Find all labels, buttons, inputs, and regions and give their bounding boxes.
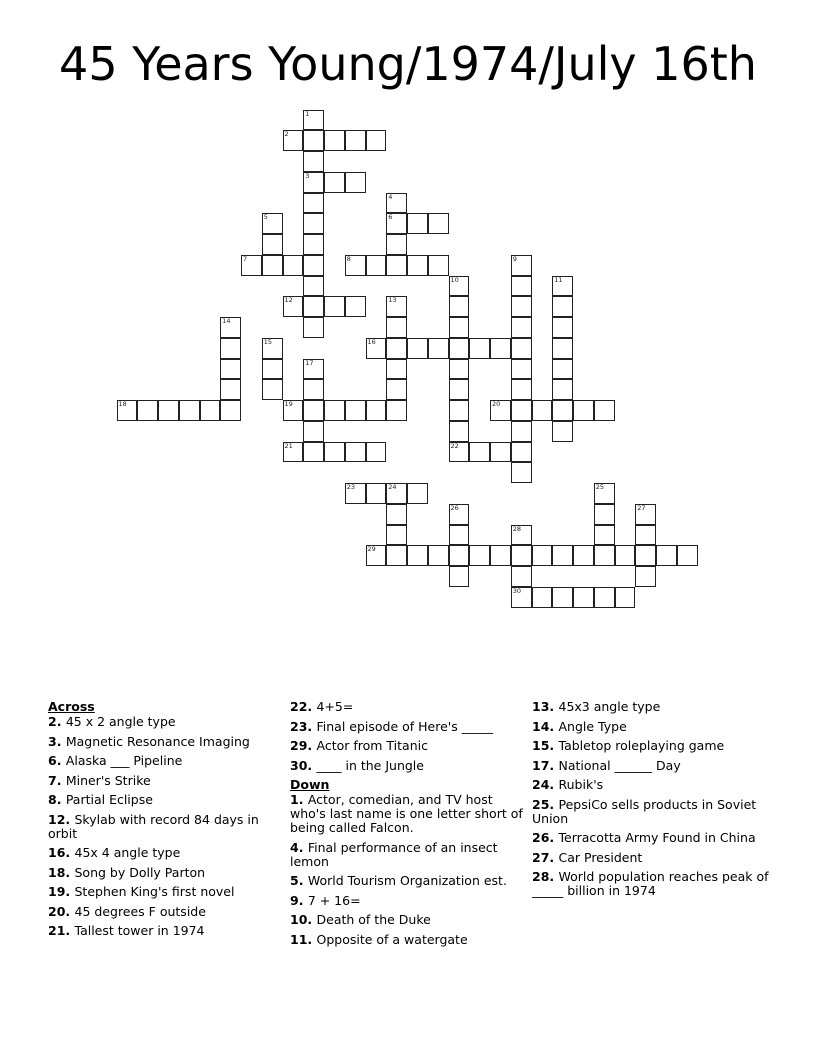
grid-cell[interactable] (428, 338, 449, 359)
grid-cell[interactable] (386, 317, 407, 338)
grid-cell[interactable] (220, 400, 241, 421)
clue-text: 7 + 16= (307, 892, 361, 908)
grid-cell[interactable] (511, 379, 532, 400)
clue-number: 28. (532, 869, 559, 884)
cell-number: 25 (595, 483, 605, 491)
across-heading: Across (48, 699, 95, 714)
grid-cell[interactable] (262, 255, 283, 276)
grid-cell[interactable] (158, 400, 179, 421)
cell-number: 29 (367, 545, 376, 554)
clue-across-3 (48, 735, 280, 749)
grid-cell[interactable] (324, 400, 345, 421)
grid-cell[interactable] (324, 130, 345, 151)
grid-cell[interactable] (407, 255, 428, 276)
clue-across-2 (48, 715, 280, 729)
grid-cell[interactable] (594, 587, 615, 608)
clue-number: 16. (48, 845, 75, 860)
grid-cell[interactable] (262, 234, 283, 255)
grid-cell[interactable] (511, 545, 532, 566)
grid-cell[interactable] (552, 317, 573, 338)
clue-number: 20. (48, 903, 75, 919)
clue-text: 45 degrees F outside (74, 903, 206, 919)
clue-number: 15. (532, 738, 559, 753)
grid-cell[interactable] (469, 442, 490, 463)
clue-number: 21. (48, 923, 75, 938)
grid-cell[interactable] (386, 234, 407, 255)
clue-text: World population reaches peak of _____ billion in 1974 (532, 869, 769, 898)
grid-cell[interactable] (303, 379, 324, 400)
grid-cell[interactable] (635, 545, 656, 566)
grid-cell[interactable] (386, 255, 407, 276)
clue-across-23 (290, 720, 525, 734)
cell-number: 16 (367, 337, 376, 346)
clue-across-6 (48, 754, 280, 768)
clue-number: 29. (290, 738, 317, 753)
cell-number: 19 (284, 400, 293, 408)
grid-cell[interactable] (303, 110, 324, 131)
clue-down-25 (532, 798, 777, 826)
cell-number: 11 (554, 275, 563, 284)
grid-cell[interactable] (303, 400, 324, 421)
clue-number: 30. (290, 757, 317, 773)
grid-cell[interactable] (511, 421, 532, 442)
clue-across-29 (290, 739, 525, 753)
clue-number: 25. (532, 796, 559, 812)
grid-cell[interactable] (552, 587, 573, 608)
grid-cell[interactable] (407, 545, 428, 566)
grid-cell[interactable] (469, 545, 490, 566)
grid-cell[interactable] (449, 545, 470, 566)
grid-cell[interactable] (573, 400, 594, 421)
clue-text: World Tourism Organization est. (307, 873, 507, 888)
grid-cell[interactable] (241, 255, 262, 276)
clue-down-4 (290, 841, 525, 869)
grid-cell[interactable] (490, 545, 511, 566)
clue-number: 17. (532, 757, 559, 773)
grid-cell[interactable] (303, 213, 324, 234)
grid-cell[interactable] (345, 130, 366, 151)
grid-cell[interactable] (552, 421, 573, 442)
grid-cell[interactable] (366, 400, 387, 421)
down-heading: Down (290, 777, 330, 792)
clue-text: Rubik's (558, 777, 604, 792)
grid-cell[interactable] (635, 566, 656, 587)
grid-cell[interactable] (386, 213, 407, 234)
grid-cell[interactable] (386, 545, 407, 566)
clue-text: 45 x 2 angle type (65, 714, 176, 729)
grid-cell[interactable] (594, 400, 615, 421)
clue-text: 4+5= (316, 699, 354, 714)
puzzle-title: 45 Years Young/1974/July 16th (59, 37, 757, 91)
cell-number: 9 (512, 254, 517, 263)
grid-cell[interactable] (303, 296, 324, 317)
grid-cell[interactable] (303, 130, 324, 151)
clue-text: Death of the Duke (316, 912, 431, 927)
clue-text: Skylab with record 84 days in orbit (48, 811, 259, 841)
grid-cell[interactable] (345, 296, 366, 317)
cell-number: 6 (388, 213, 393, 222)
cell-number: 17 (305, 358, 314, 367)
cell-number: 8 (346, 254, 351, 263)
cell-number: 23 (346, 483, 356, 491)
grid-cell[interactable] (179, 400, 200, 421)
clue-number: 9. (290, 892, 308, 908)
clue-text: Actor, comedian, and TV host who's last name is one letter short of being called Falcon. (290, 792, 523, 835)
clue-number: 2. (48, 714, 66, 729)
clue-across-19 (48, 885, 280, 899)
clue-down-10 (290, 913, 525, 927)
clue-number: 14. (532, 718, 559, 734)
cell-number: 4 (388, 192, 393, 201)
clue-across-16 (48, 846, 280, 860)
clue-text: Partial Eclipse (65, 792, 153, 807)
grid-cell[interactable] (366, 255, 387, 276)
clue-number: 7. (48, 772, 66, 788)
cell-number: 12 (284, 296, 293, 305)
grid-cell[interactable] (449, 317, 470, 338)
grid-cell[interactable] (386, 525, 407, 546)
clue-number: 27. (532, 849, 559, 865)
grid-cell[interactable] (615, 587, 636, 608)
cell-number: 18 (118, 400, 127, 408)
cell-number: 22 (450, 441, 459, 450)
grid-cell[interactable] (366, 130, 387, 151)
grid-cell[interactable] (366, 483, 387, 504)
grid-cell[interactable] (511, 442, 532, 463)
cell-number: 30 (512, 586, 522, 595)
grid-cell[interactable] (262, 359, 283, 380)
grid-cell[interactable] (656, 545, 677, 566)
grid-cell[interactable] (345, 483, 366, 504)
grid-cell[interactable] (386, 359, 407, 380)
clue-text: Opposite of a watergate (316, 931, 468, 947)
cell-number: 21 (284, 441, 293, 450)
clue-across-30 (290, 759, 525, 773)
grid-cell[interactable] (303, 151, 324, 172)
grid-cell[interactable] (345, 442, 366, 463)
clue-text: Miner's Strike (65, 772, 151, 788)
grid-cell[interactable] (386, 338, 407, 359)
clue-number: 12. (48, 811, 75, 827)
grid-cell[interactable] (511, 276, 532, 297)
clue-down-17 (532, 759, 777, 773)
grid-cell[interactable] (428, 545, 449, 566)
clue-text: Alaska ___ Pipeline (65, 753, 183, 768)
grid-cell[interactable] (449, 442, 470, 463)
clue-text: Angle Type (558, 718, 627, 734)
clue-across-20 (48, 905, 280, 919)
grid-cell[interactable] (303, 442, 324, 463)
grid-cell[interactable] (345, 172, 366, 193)
clues-column-2 (290, 700, 525, 952)
grid-cell[interactable] (511, 400, 532, 421)
grid-cell[interactable] (386, 296, 407, 317)
clue-text: 45x 4 angle type (74, 845, 181, 860)
clue-text: ____ in the Jungle (316, 757, 424, 773)
clue-text: Tabletop roleplaying game (558, 738, 725, 753)
clue-number: 23. (290, 718, 317, 734)
cell-number: 1 (305, 109, 310, 118)
clue-number: 6. (48, 753, 66, 768)
grid-cell[interactable] (615, 545, 636, 566)
clue-across-7 (48, 774, 280, 788)
grid-cell[interactable] (449, 359, 470, 380)
clue-across-18 (48, 866, 280, 880)
clue-number: 11. (290, 931, 317, 947)
grid-cell[interactable] (386, 379, 407, 400)
grid-cell[interactable] (324, 442, 345, 463)
grid-cell[interactable] (449, 400, 470, 421)
clue-number: 8. (48, 792, 66, 807)
grid-cell[interactable] (283, 130, 304, 151)
grid-cell[interactable] (552, 276, 573, 297)
grid-cell[interactable] (303, 255, 324, 276)
grid-cell[interactable] (490, 442, 511, 463)
grid-cell[interactable] (386, 504, 407, 525)
clue-number: 24. (532, 777, 559, 792)
clue-across-8 (48, 793, 280, 807)
cell-number: 27 (637, 503, 646, 512)
grid-cell[interactable] (511, 317, 532, 338)
clue-across-22 (290, 700, 525, 714)
clue-number: 1. (290, 792, 308, 807)
clue-down-24 (532, 778, 777, 792)
grid-cell[interactable] (220, 359, 241, 380)
clues-column-3 (532, 700, 777, 904)
grid-cell[interactable] (386, 193, 407, 214)
clue-number: 3. (48, 733, 66, 749)
grid-cell[interactable] (283, 255, 304, 276)
grid-cell[interactable] (511, 462, 532, 483)
clue-text: Terracotta Army Found in China (558, 830, 756, 845)
cell-number: 3 (305, 171, 310, 180)
grid-cell[interactable] (386, 400, 407, 421)
clue-down-5 (290, 874, 525, 888)
grid-cell[interactable] (303, 421, 324, 442)
clues-column-1 (48, 700, 280, 944)
grid-cell[interactable] (511, 255, 532, 276)
grid-cell[interactable] (283, 296, 304, 317)
grid-cell[interactable] (469, 338, 490, 359)
grid-cell[interactable] (532, 400, 553, 421)
grid-cell[interactable] (449, 338, 470, 359)
clue-number: 19. (48, 884, 75, 899)
grid-cell[interactable] (345, 255, 366, 276)
cell-number: 24 (388, 483, 397, 491)
clue-text: 45x3 angle type (558, 699, 661, 714)
grid-cell[interactable] (449, 296, 470, 317)
clue-text: Magnetic Resonance Imaging (65, 733, 250, 749)
cell-number: 26 (450, 503, 459, 512)
grid-cell[interactable] (386, 483, 407, 504)
grid-cell[interactable] (366, 338, 387, 359)
grid-cell[interactable] (283, 400, 304, 421)
clue-number: 5. (290, 873, 308, 888)
clue-down-26 (532, 831, 777, 845)
grid-cell[interactable] (345, 400, 366, 421)
grid-cell[interactable] (635, 504, 656, 525)
clue-down-13 (532, 700, 777, 714)
grid-cell[interactable] (449, 276, 470, 297)
clue-text: Song by Dolly Parton (74, 864, 206, 880)
grid-cell[interactable] (303, 172, 324, 193)
grid-cell[interactable] (449, 421, 470, 442)
clue-text: Final episode of Here's _____ (316, 718, 493, 734)
grid-cell[interactable] (303, 359, 324, 380)
grid-cell[interactable] (303, 317, 324, 338)
grid-cell[interactable] (366, 545, 387, 566)
clue-number: 13. (532, 699, 559, 714)
grid-cell[interactable] (283, 442, 304, 463)
grid-cell[interactable] (594, 545, 615, 566)
grid-cell[interactable] (594, 525, 615, 546)
cell-number: 28 (512, 524, 522, 533)
grid-cell[interactable] (594, 483, 615, 504)
clue-number: 18. (48, 864, 75, 880)
cell-number: 10 (450, 275, 459, 284)
grid-cell[interactable] (532, 587, 553, 608)
clue-down-15 (532, 739, 777, 753)
grid-cell[interactable] (532, 545, 553, 566)
grid-cell[interactable] (552, 379, 573, 400)
clue-number: 26. (532, 830, 559, 845)
grid-cell[interactable] (490, 338, 511, 359)
grid-cell[interactable] (366, 442, 387, 463)
cell-number: 5 (263, 213, 268, 222)
grid-cell[interactable] (449, 566, 470, 587)
grid-cell[interactable] (552, 296, 573, 317)
grid-cell[interactable] (511, 566, 532, 587)
clue-down-28 (532, 870, 777, 898)
clue-number: 4. (290, 839, 308, 855)
grid-cell[interactable] (594, 504, 615, 525)
grid-cell[interactable] (407, 213, 428, 234)
grid-cell[interactable] (552, 545, 573, 566)
grid-cell[interactable] (303, 234, 324, 255)
grid-cell[interactable] (262, 379, 283, 400)
cell-number: 14 (222, 317, 231, 325)
grid-cell[interactable] (324, 296, 345, 317)
clue-down-11 (290, 933, 525, 947)
grid-cell[interactable] (220, 317, 241, 338)
grid-cell[interactable] (511, 525, 532, 546)
grid-cell[interactable] (552, 359, 573, 380)
grid-cell[interactable] (200, 400, 221, 421)
clue-text: Tallest tower in 1974 (74, 923, 205, 938)
cell-number: 7 (243, 254, 248, 263)
grid-cell[interactable] (407, 483, 428, 504)
grid-cell[interactable] (449, 504, 470, 525)
cell-number: 15 (263, 337, 273, 346)
grid-cell[interactable] (573, 587, 594, 608)
grid-cell[interactable] (573, 545, 594, 566)
clue-down-9 (290, 894, 525, 908)
grid-cell[interactable] (511, 359, 532, 380)
clue-down-14 (532, 720, 777, 734)
grid-cell[interactable] (511, 338, 532, 359)
grid-cell[interactable] (262, 213, 283, 234)
cell-number: 2 (284, 130, 289, 139)
clue-across-21 (48, 924, 280, 938)
grid-cell[interactable] (137, 400, 158, 421)
grid-cell[interactable] (511, 296, 532, 317)
clue-across-12 (48, 813, 280, 841)
clue-text: Actor from Titanic (316, 738, 428, 753)
grid-cell[interactable] (511, 587, 532, 608)
clue-number: 10. (290, 912, 317, 927)
grid-cell[interactable] (428, 255, 449, 276)
grid-cell[interactable] (677, 545, 698, 566)
grid-cell[interactable] (220, 379, 241, 400)
grid-cell[interactable] (552, 338, 573, 359)
grid-cell[interactable] (303, 193, 324, 214)
grid-cell[interactable] (449, 379, 470, 400)
clue-text: National ______ Day (558, 757, 681, 773)
clue-down-1 (290, 793, 525, 835)
grid-cell[interactable] (407, 338, 428, 359)
grid-cell[interactable] (449, 525, 470, 546)
clue-text: Final performance of an insect lemon (290, 839, 498, 869)
grid-cell[interactable] (635, 525, 656, 546)
clue-text: Car President (558, 849, 643, 865)
grid-cell[interactable] (117, 400, 138, 421)
grid-cell[interactable] (490, 400, 511, 421)
grid-cell[interactable] (552, 400, 573, 421)
clue-number: 22. (290, 699, 317, 714)
grid-cell[interactable] (262, 338, 283, 359)
cell-number: 20 (492, 400, 501, 408)
grid-cell[interactable] (324, 172, 345, 193)
clue-text: PepsiCo sells products in Soviet Union (532, 796, 757, 826)
clue-down-27 (532, 851, 777, 865)
clue-text: Stephen King's first novel (74, 884, 235, 899)
grid-cell[interactable] (220, 338, 241, 359)
grid-cell[interactable] (303, 276, 324, 297)
grid-cell[interactable] (428, 213, 449, 234)
cell-number: 13 (388, 296, 397, 305)
